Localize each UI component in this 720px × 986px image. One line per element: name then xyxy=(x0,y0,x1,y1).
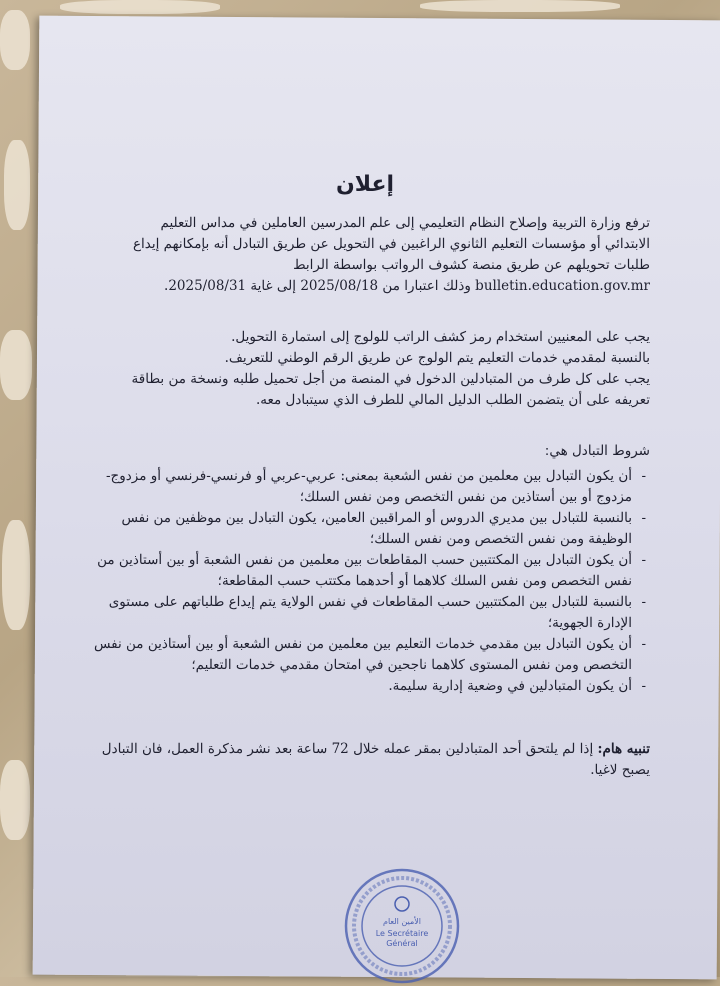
wall-texture xyxy=(4,140,30,230)
wall-texture xyxy=(0,760,30,840)
warning-text: إذا لم يلتحق أحد المتبادلين بمقر عمله خلال 72 ساعة بعد نشر مذكرة العمل، فان التبادل يصبح لاغيا. xyxy=(101,741,650,778)
stamp-line: الأمين العام xyxy=(382,917,422,926)
intro-line: طلبات تحويلهم عن طريق منصة كشوف الرواتب بواسطة الرابط xyxy=(293,257,650,273)
conditions-heading: شروط التبادل هي: xyxy=(544,443,650,459)
notes-block xyxy=(80,327,650,411)
intro-paragraph xyxy=(80,213,650,297)
condition-item: - بالنسبة للتبادل بين مديري الدروس أو المراقبين العامين، يكون التبادل بين موظفين من نفس الوظيفة ومن نفس التخصص ومن نفس السلك؛ xyxy=(80,508,632,550)
condition-item: - بالنسبة للتبادل بين المكتتبين حسب المقاطعات في نفس الولاية يتم إيداع طلباتهم على مستوى الإدارة الجهوية؛ xyxy=(80,592,632,634)
note-line: يجب على المعنيين استخدام رمز كشف الراتب للولوج إلى استمارة التحويل. xyxy=(231,329,650,345)
condition-item: - أن يكون التبادل بين المكتتبين حسب المقاطعات بين معلمين من نفس الشعبة أو بين أستاذين من نفس التخصص ومن نفس السلك كلاهما أو أحدهما مكتتب حسب المقاطعة؛ xyxy=(80,550,632,592)
announcement-content xyxy=(80,160,650,781)
note-line: بالنسبة لمقدمي خدمات التعليم يتم الولوج عن طريق الرقم الوطني للتعريف. xyxy=(224,350,650,366)
wall-texture xyxy=(0,10,30,70)
intro-line: الابتدائي أو مؤسسات التعليم الثانوي الراغبين في التحويل عن طريق التبادل أنه بإمكانهم إيداع xyxy=(132,236,650,252)
intro-dates: وذلك اعتبارا من 2025/08/18 إلى غاية 2025/08/31. xyxy=(164,278,471,294)
note-line: يجب على كل طرف من المتبادلين الدخول في المنصة من أجل تحميل طلبه ونسخة من بطاقة xyxy=(131,371,650,387)
intro-line: ترفع وزارة التربية وإصلاح النظام التعليمي إلى علم المدرسين العاملين في مداس التعليم xyxy=(160,215,650,231)
stamp-line: Général xyxy=(386,939,418,948)
wall-texture xyxy=(2,520,30,630)
wall-texture xyxy=(60,0,220,14)
emblem-icon xyxy=(395,897,409,911)
announcement-title: إعلان xyxy=(335,172,395,197)
stamp-line: Le Secrétaire xyxy=(375,929,429,938)
official-stamp xyxy=(342,866,462,986)
intro-line xyxy=(80,276,650,297)
condition-item: - أن يكون المتبادلين في وضعية إدارية سليمة. xyxy=(80,676,632,697)
wall-texture xyxy=(420,0,620,12)
conditions-list xyxy=(80,466,650,697)
bulletin-url: bulletin.education.gov.mr xyxy=(475,278,650,294)
condition-item: - أن يكون التبادل بين مقدمي خدمات التعليم بين معلمين من نفس الشعبة أو بين أستاذين من نفس التخصص ومن نفس المستوى كلاهما ناجحين في امتحان مقدمي خدمات التعليم؛ xyxy=(80,634,632,676)
note-line: تعريفه على أن يتضمن الطلب الدليل المالي للطرف الذي سيتبادل معه. xyxy=(255,392,650,408)
condition-item: - أن يكون التبادل بين معلمين من نفس الشعبة بمعنى: عربي-عربي أو فرنسي-فرنسي أو مزدوج-مزدوج أو بين أستاذين من نفس التخصص ومن نفس السلك؛ xyxy=(80,466,632,508)
warning-label: تنبيه هام: xyxy=(597,741,650,757)
warning-note xyxy=(80,739,650,781)
wall-texture xyxy=(0,330,32,400)
